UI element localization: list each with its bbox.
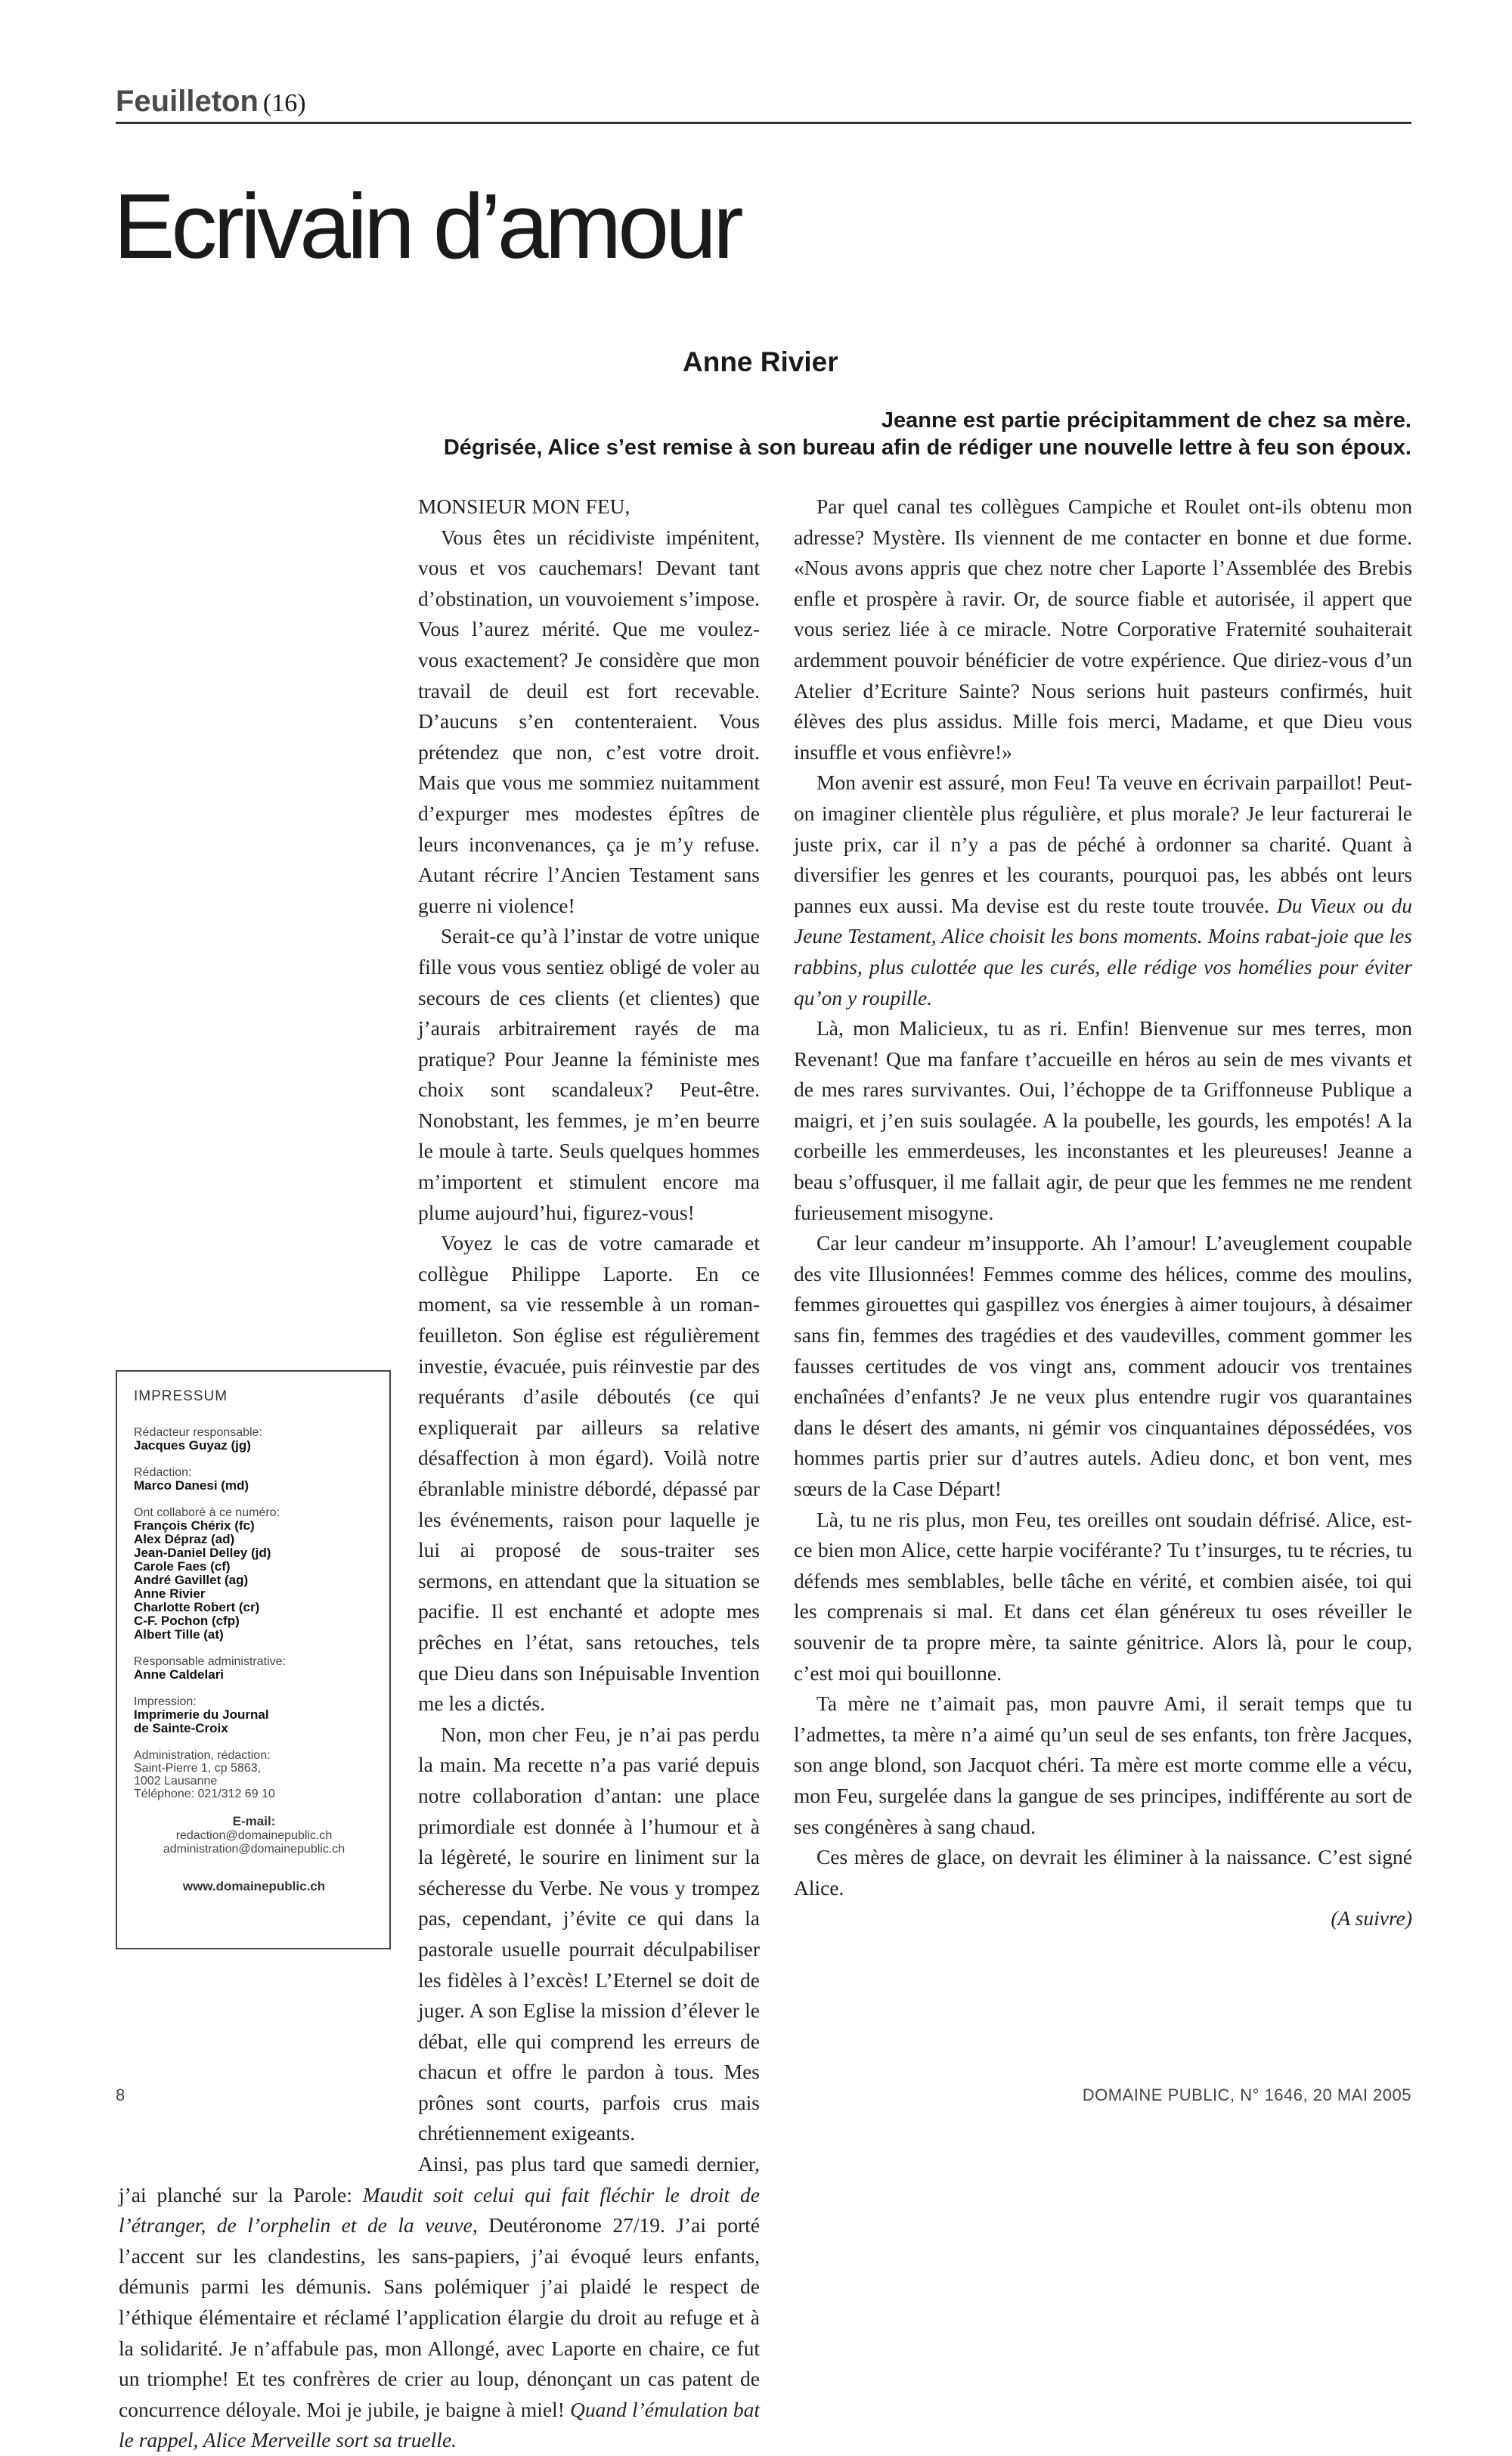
- paragraph: Vous êtes un récidiviste impénitent, vous et vos cauchemars! Devant tant d’obstination, un vouvoiement s’impose. Vous l’aurez mérité. Que me voulez-vous exactement? Je considère que mon travail de deuil est fort recevable. D’aucuns s’en contenteraient. Vous prétendez que non, c’est votre droit. Mais que vous me sommiez nuitamment d’expurger mes modestes épîtres de leurs inconvenances, ça je m’y refuse. Autant récrire l’Ancien Testament sans guerre ni violence!: [418, 525, 760, 917]
- lead-line: Jeanne est partie précipitamment de chez sa mère.: [881, 408, 1411, 433]
- publication-footer: DOMAINE PUBLIC, N° 1646, 20 MAI 2005: [1082, 2085, 1411, 2104]
- role-label: Impression:: [134, 1695, 197, 1708]
- role-label: Responsable administrative:: [134, 1655, 286, 1668]
- paragraph: Là, tu ne ris plus, mon Feu, tes oreilles ont soudain défrisé. Alice, est-ce bien mon Alice, cette harpie vociférante? Tu t’insurges, tu te récries, tu défends mes semblables, belle tâche en vérité, et combien aisée, toi qui les comprenais si mal. Et dans cet élan généreux tu oses réveiller le souvenir de ta propre mère, ta sainte génitrice. Alors là, pour le coup, c’est moi qui bouillonne.: [794, 1507, 1412, 1685]
- contributor-name: André Gavillet (ag): [134, 1573, 249, 1587]
- address-line: 1002 Lausanne: [134, 1775, 218, 1788]
- contributor-name: C-F. Pochon (cfp): [134, 1614, 240, 1628]
- text-run: Ainsi, pas plus tard que samedi dernier, j’ai planché sur la Parole:: [119, 2152, 760, 2206]
- role-label: Rédacteur responsable:: [134, 1426, 262, 1439]
- impressum-block: [134, 1695, 374, 1735]
- section-number: (16): [262, 89, 306, 117]
- email-link[interactable]: administration@domainepublic.ch: [163, 1843, 345, 1856]
- paragraph: Car leur candeur m’insupporte. Ah l’amour! L’aveuglement coupable des vite Illusionnées! Femmes comme des hélices, comme des moulins, femmes girouettes qui gaspillez vos énergies à aimer toujours, à désaimer sans fin, femmes des tragédies et des vaudevilles, comment gommer les fausses certitudes de vos vingt ans, comment adoucir vos trentaines enchaînées d’enfants? Je ne veux plus entendre rugir vos quarantaines dans le désert des amants, ni gémir vos cinquantaines dépossédées, vos hommes partis prier sur d’autres autels. Adieu donc, et bon vent, mes sœurs de la Case Départ!: [794, 1231, 1412, 1500]
- contributor-name: Albert Tille (at): [134, 1627, 224, 1642]
- role-label: Ont collaboré à ce numéro:: [134, 1506, 280, 1519]
- section-title: Feuilleton: [116, 85, 259, 118]
- quote: Maudit soit celui qui fait fléchir le droit de l’étranger, de l’orphelin et de la veuve: [119, 2182, 760, 2237]
- to-be-continued: (A suivre): [1331, 1906, 1412, 1930]
- salutation: MONSIEUR MON FEU,: [418, 495, 631, 518]
- person-name: Marco Danesi (md): [134, 1478, 249, 1493]
- impressum-box: [116, 1370, 391, 1949]
- paragraph: [794, 768, 1412, 1013]
- article-title: Ecrivain d’amour: [113, 175, 740, 278]
- email-label: E-mail:: [232, 1814, 276, 1828]
- paragraph: Là, mon Malicieux, tu as ri. Enfin! Bienvenue sur mes terres, mon Revenant! Que ma fanfare t’accueille en héros au sein de mes vivants et de mes rares survivantes. Oui, l’échoppe de ta Griffonneuse Publique a maigri, et j’en suis soulagée. A la poubelle, les gourds, les empotés! A la corbeille les emmerdeuses, les inconstantes et les pleureuses! Jeanne a beau s’offusquer, il me fallait agir, de peur que les femmes ne me rendent furieusement misogyne.: [794, 1016, 1412, 1224]
- paragraph: [119, 2149, 760, 2456]
- impressum-block: [134, 1506, 374, 1642]
- impressum-block: [134, 1466, 374, 1493]
- printer-name: Imprimerie du Journal: [134, 1707, 269, 1722]
- contributor-name: Jean-Daniel Delley (jd): [134, 1546, 271, 1560]
- paragraph: Voyez le cas de votre camarade et collègue Philippe Laporte. En ce moment, sa vie ressemble à un roman-feuilleton. Son église est régulièrement investie, évacuée, puis réinvestie par des requérants d’asile déboutés (ce qui expliquerait par ailleurs sa relative désaffection à mon égard). Voilà notre ébranlable ministre débordé, dépassé par les événements, raison pour laquelle je lui ai proposé de sous-traiter ses sermons, en attendant que la situation se pacifie. Il est enchanté et adopte mes prêches en l’état, sans retouches, tels que Dieu dans son Inépuisable Invention me les a dictés.: [418, 1231, 760, 1716]
- role-label: Administration, rédaction:: [134, 1749, 271, 1762]
- text-run: Ces mères de glace, on devrait les éliminer à la naissance. C’est signé Alice.: [794, 1845, 1412, 1899]
- quote: Quand l’émulation bat le rappel, Alice Merveille sort sa truelle.: [119, 2397, 760, 2452]
- contributor-name: Charlotte Robert (cr): [134, 1600, 260, 1614]
- address-line: Téléphone: 021/312 69 10: [134, 1788, 275, 1800]
- person-name: Anne Caldelari: [134, 1667, 225, 1682]
- impressum-block: [134, 1749, 374, 1800]
- text-run: Mon avenir est assuré, mon Feu! Ta veuve en écrivain parpaillot! Peut-on imaginer clientèle plus régulière, et plus morale? Je leur facturerai le juste prix, car il n’y a pas de péché à ordonner sa charité. Quant à diversifier les genres et les courants, pourquoi pas, les abbés ont leurs pannes eux aussi. Ma devise est du reste toute trouvée.: [794, 771, 1412, 917]
- paragraph: [794, 1842, 1412, 1903]
- impressum-block: [134, 1655, 374, 1682]
- paragraph: Serait-ce qu’à l’instar de votre unique fille vous vous sentiez obligé de voler au secours de ces clients (et clientes) que j’aurais arbitrairement rayés de ma pratique? Pour Jeanne la féministe mes choix sont scandaleux? Peut-être. Nonobstant, les femmes, je m’en beurre le moule à tarte. Seuls quelques hommes m’importent et stimulent encore ma plume aujourd’hui, figurez-vous!: [418, 924, 760, 1224]
- paragraph: Par quel canal tes collègues Campiche et Roulet ont-ils obtenu mon adresse? Mystère. Ils viennent de me contacter en bonne et due forme. «Nous avons appris que chez notre cher Laporte l’Assemblée des Brebis enfle et prospère à ravir. Or, de source fiable et autorisée, il appert que vous seriez liée à ce miracle. Notre Corporative Fraternité souhaiterait ardemment pouvoir bénéficier de votre expérience. Que diriez-vous d’un Atelier d’Ecriture Sainte? Nous serions huit pasteurs confirmés, huit élèves des plus assidus. Mille fois merci, Madame, et que Dieu vous insuffle et vous enfièvre!»: [794, 495, 1412, 764]
- page-number: 8: [116, 2085, 125, 2104]
- person-name: Jacques Guyaz (jg): [134, 1438, 251, 1453]
- email-link[interactable]: redaction@domainepublic.ch: [175, 1829, 333, 1842]
- text-run: , Deutéronome 27/19. J’ai porté l’accent sur les clandestins, les sans-papiers, j’ai évoqué leurs enfants, démunis parmi les démunis. Sans polémiquer j’ai plaidé le respect de l’éthique élémentaire et réclamé l’application élargie du droit au refuge et à la solidarité. Je n’affabule pas, mon Allongé, avec Laporte en chaire, ce fut un triomphe! Et tes confrères de crier au loup, dénonçant un cas patent de concurrence déloyale. Moi je jubile, je baigne à miel!: [119, 2213, 760, 2421]
- lead-line: Dégrisée, Alice s’est remise à son bureau afin de rédiger une nouvelle lettre à feu son époux.: [443, 436, 1411, 460]
- impressum-title: IMPRESSUM: [134, 1388, 228, 1404]
- lead-paragraph: [202, 407, 1411, 461]
- section-header: [116, 85, 1411, 124]
- paragraph: Ta mère ne t’aimait pas, mon pauvre Ami, il serait temps que tu l’admettes, ta mère n’a aimé qu’un seul de ses enfants, ton frère Jacques, son ange blond, son Jacquot chéri. Ta mère est morte comme elle a vécu, mon Feu, surgelée dans la gangue de ses principes, indifférente au sort de ses congénères à sang chaud.: [794, 1692, 1412, 1838]
- contributor-name: Carole Faes (cf): [134, 1559, 231, 1574]
- printer-name: de Sainte-Croix: [134, 1721, 228, 1735]
- quote: Du Vieux ou du Jeune Testament, Alice choisit les bons moments. Moins rabat-joie que les rabbins, plus culottée que les curés, elle rédige vos homélies pour éviter qu’on y roupille.: [794, 893, 1413, 1009]
- contributor-name: François Chérix (fc): [134, 1518, 255, 1533]
- text-column-right: [794, 492, 1412, 1996]
- signoff-line: [794, 1903, 1412, 1934]
- website-link[interactable]: www.domainepublic.ch: [182, 1879, 326, 1893]
- role-label: Rédaction:: [134, 1466, 192, 1479]
- impressum-block: [134, 1426, 374, 1453]
- author-byline: Anne Rivier: [683, 346, 838, 377]
- contributor-name: Alex Dépraz (ad): [134, 1532, 235, 1546]
- address-line: Saint-Pierre 1, cp 5863,: [134, 1762, 262, 1775]
- paragraph: Non, mon cher Feu, je n’ai pas perdu la main. Ma recette n’a pas varié depuis notre collaboration d’antan: une place primordiale est donnée à l’humour et à la légèreté, le sourire en liniment sur la sécheresse du Verbe. Ne vous y trompez pas, cependant, j’évite ce qui dans la pastorale usuelle pourrait déculpabiliser les fidèles à l’excès! L’Eternel se doit de juger. A son Eglise la mission d’élever le débat, elle qui comprend les erreurs de chacun et offre le pardon à tous. Mes prônes sont courts, parfois crus mais chrétiennement exigeants.: [418, 1722, 760, 2145]
- contributor-name: Anne Rivier: [134, 1586, 206, 1601]
